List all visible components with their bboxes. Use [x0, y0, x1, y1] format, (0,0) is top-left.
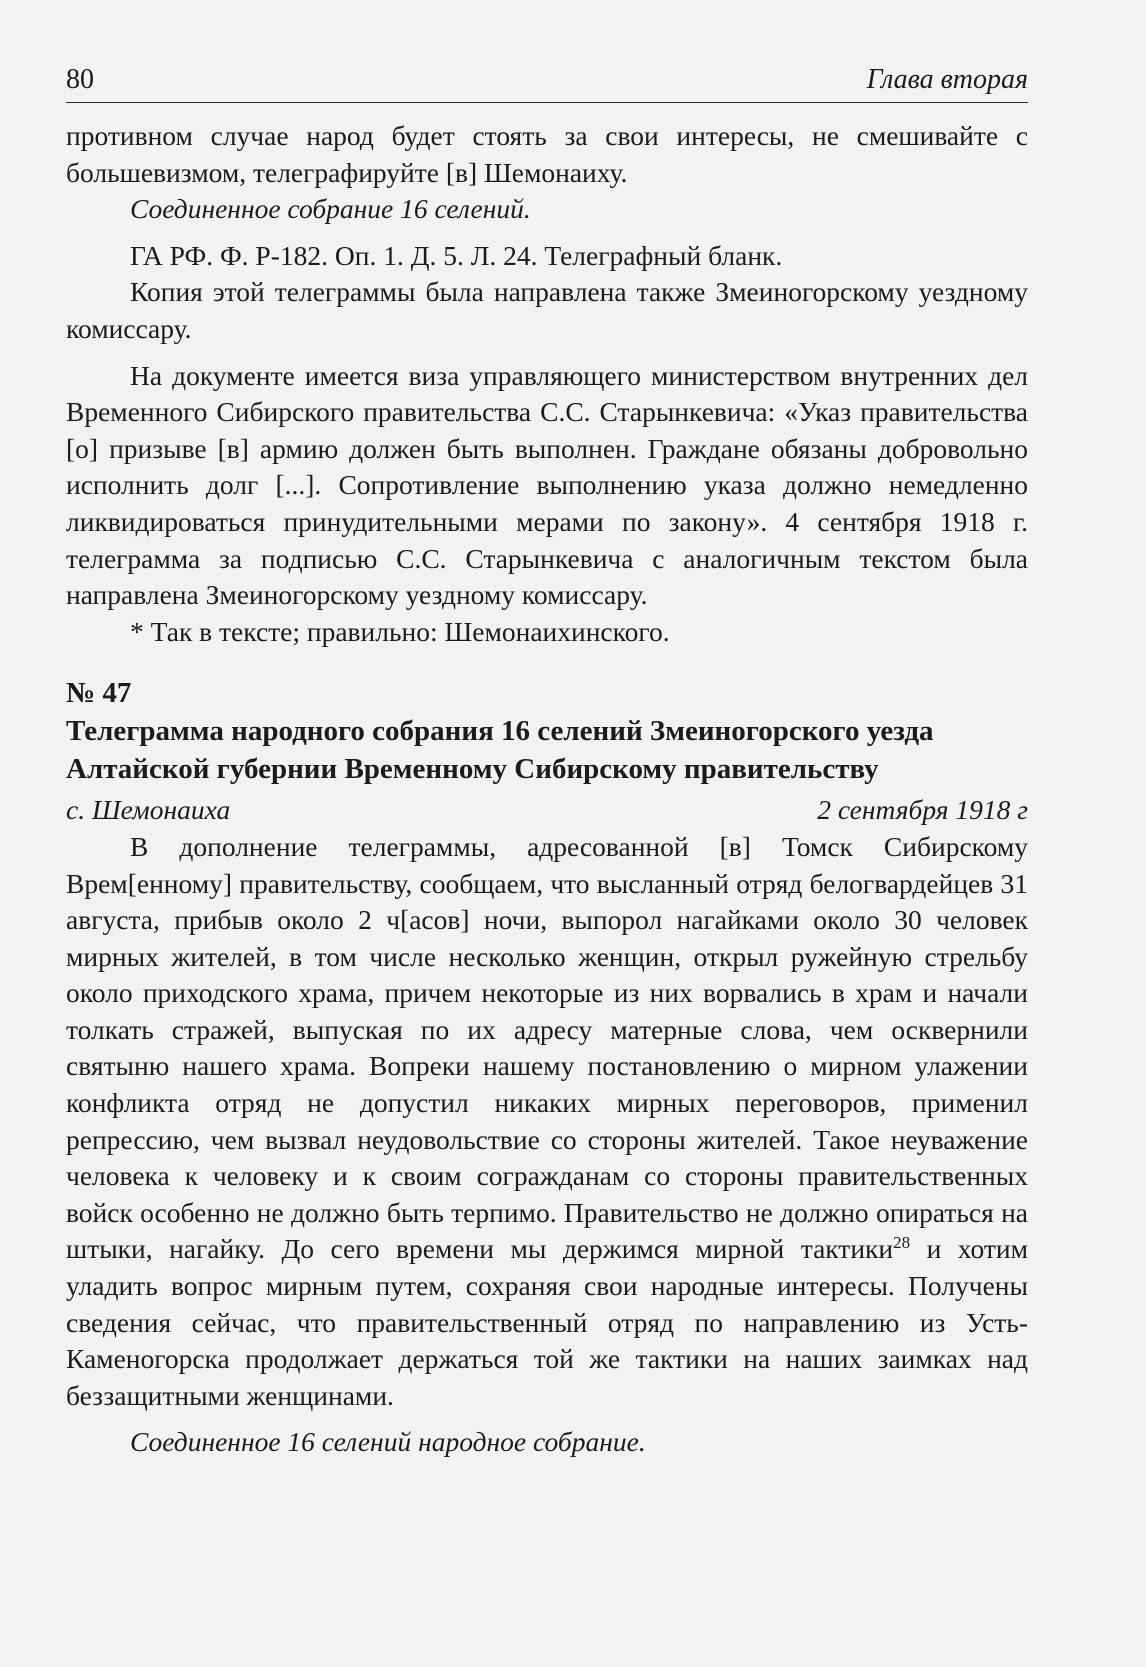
- note-visa: На документе имеется виза управляющего министерством внутренних дел Временного Сибирского правительства С.С. Старынкевича: «Указ правительства [о] призыве [в] армию должен быть выполнен. Граждане обязаны добровольно исполнить долг [...]. Сопротивление выполнению указа должно немедленно ликвидироваться принудительными мерами по закону». 4 сентября 1918 г. телеграмма за подписью С.С. Старынкевича с аналогичным текстом была направлена Змеиногорскому уездному комиссару.: [66, 359, 1028, 611]
- document-body: [66, 829, 1028, 1415]
- document-body-part1: В дополнение телеграммы, адресованной [в] Томск Сибирскому Врем[енному] правительству, сообщаем, что высланный отряд белогвардейцев 31 августа, прибыв около 2 ч[асов] ночи, выпорол нагайками около 30 человек мирных жителей, в том числе несколько женщин, открыл ружейную стрельбу около приходского храма, причем некоторые из них ворвались в храм и начали толкать стражей, выпуская по их адресу матерные слова, чем осквернили святыню нашего храма. Вопреки нашему постановлению о мирном улажении конфликта отряд не допустил никаких мирных переговоров, применил репрессию, чем вызвал неудовольствие со стороны жителей. Такое неуважение человека к человеку и к своим согражданам со стороны правительственных войск особенно не должно быть терпимо. Правительство не должно опираться на штыки, нагайку. До сего времени мы держимся мирной тактики: [66, 830, 1028, 1265]
- previous-document-text: противном случае народ будет стоять за свои интересы, не смешивайте с большевизмом, телеграфируйте [в] Шемонаиху.: [66, 120, 1028, 188]
- page-header: [66, 62, 1028, 103]
- document-number: № 47: [66, 677, 132, 710]
- archive-reference: ГА РФ. Ф. Р-182. Оп. 1. Д. 5. Л. 24. Телеграфный бланк.: [130, 239, 783, 271]
- note-copy: Копия этой телеграммы была направлена также Змеиногорскому уездному комиссару.: [66, 276, 1028, 344]
- previous-document-signature: Соединенное собрание 16 селений.: [130, 193, 531, 225]
- page-content: [66, 118, 1028, 1461]
- document-place: с. Шемонаиха: [66, 794, 231, 826]
- page-number: 80: [66, 64, 94, 95]
- place-date-line: [66, 792, 1028, 829]
- running-title: Глава вторая: [866, 64, 1028, 95]
- document-title: Телеграмма народного собрания 16 селений Змеиногорского уезда Алтайской губернии Временному Сибирскому правительству: [66, 715, 934, 786]
- document-signature: Соединенное 16 селений народное собрание.: [130, 1426, 646, 1458]
- document-body-part2: и хотим уладить вопрос мирным путем, сохраняя свои народные интересы. Получены сведения сейчас, что правительственный отряд по направлению из Усть-Каменогорска продолжает держаться той же тактики на наших заимках над беззащитными женщинами.: [66, 1233, 1028, 1411]
- footnote-marker: 28: [893, 1233, 911, 1253]
- footnote: * Так в тексте; правильно: Шемонаихинского.: [130, 615, 670, 647]
- document-date: 2 сентября 1918 г: [817, 794, 1028, 826]
